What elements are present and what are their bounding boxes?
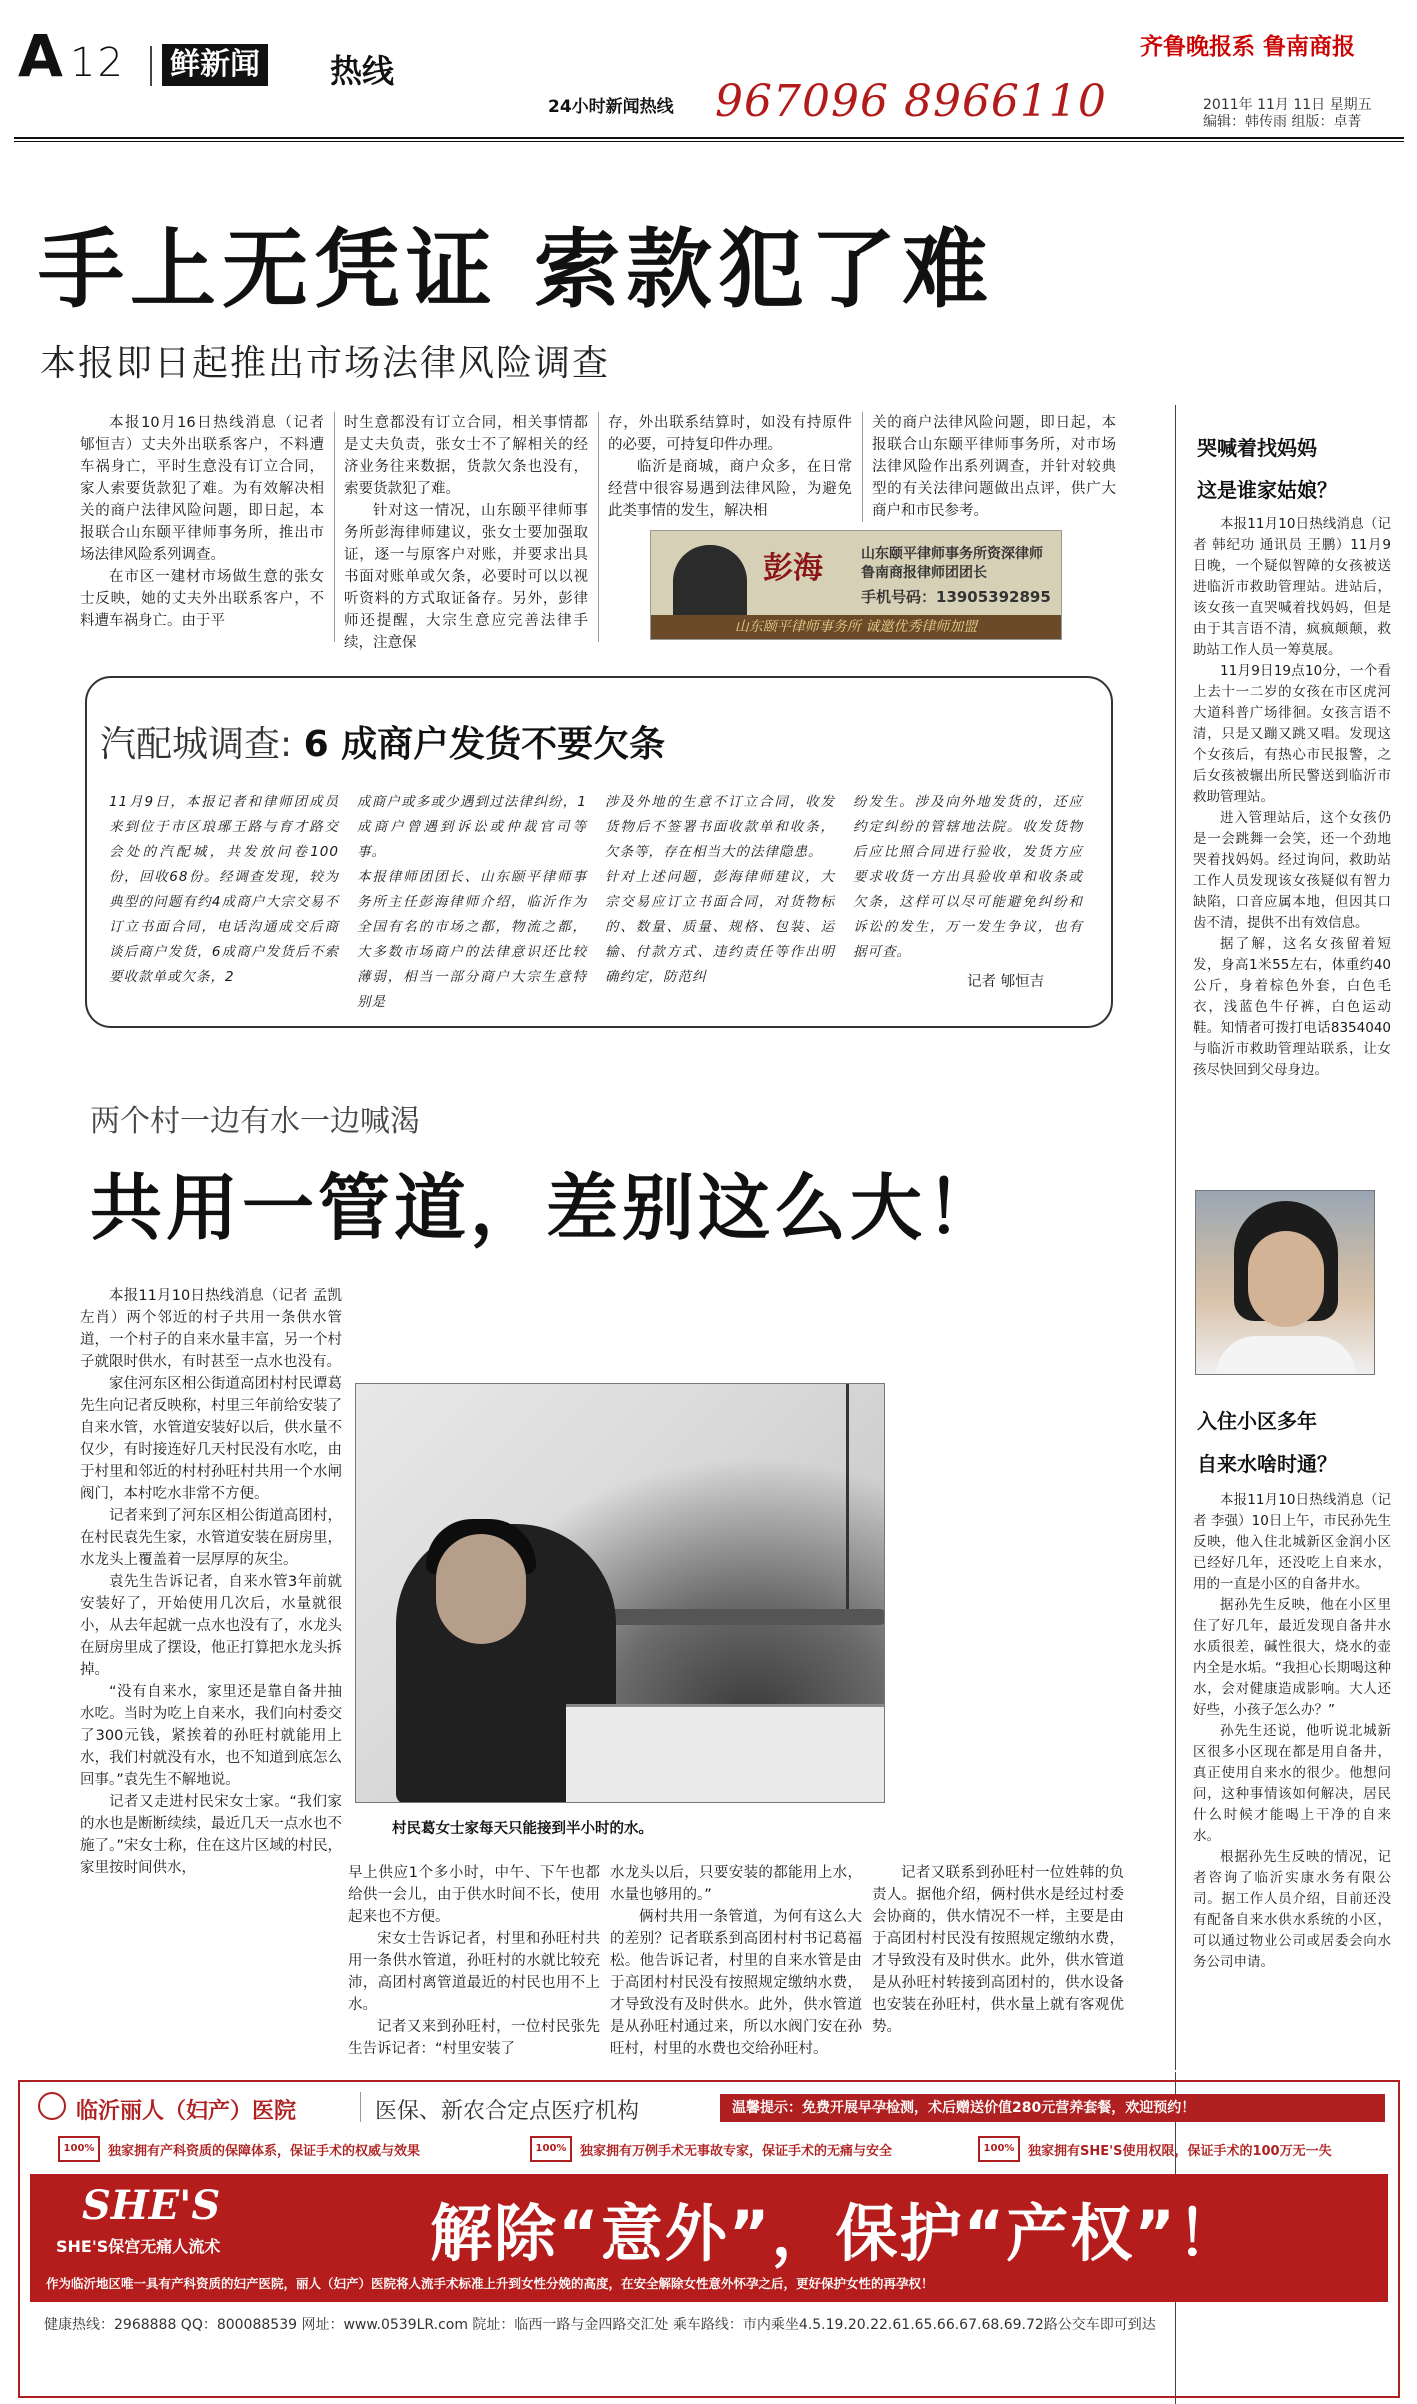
story1-body xyxy=(1193,514,1391,1081)
paragraph: 家住河东区相公街道高团村村民谭葛先生向记者反映称，村里三年前给安装了自来水管，水管道安装好以后，供水量不仅少，有时接连好几天村民没有水吃，由于村里和邻近的村村孙旺村共用一个水闸阀门，本村吃水非常不方便。 xyxy=(80,1376,342,1502)
column-rule xyxy=(862,412,863,522)
paragraph: 据孙先生反映，他在小区里住了好几年，最近发现自备井水水质很差，碱性很大，烧水的壶内全是水垢。“我担心长期喝这种水，会对健康造成影响。大人还好些，小孩子怎么办？” xyxy=(1193,1597,1391,1718)
story1-head2: 这是谁家姑娘？ xyxy=(1197,478,1337,502)
brand-logo: 鲜新闻 xyxy=(162,44,268,86)
article2-col2 xyxy=(348,1862,600,2060)
badge-2: 100% xyxy=(530,2136,572,2162)
shes-subtitle: SHE'S保宫无痛人流术 xyxy=(56,2237,221,2256)
header-rule-thin xyxy=(14,141,1404,142)
lawyer-title xyxy=(861,545,1043,583)
box-col3: 涉及外地的生意不订立合同，收发货物后不签署书面收款单和收条，欠条等，存在相当大的法律隐患。 针对上述问题，彭海律师建议，大宗交易应订立书面合同，对货物标的、数量、质量、规格、包装、运输、付款方式、违约责任等作出明确约定，防范纠 xyxy=(605,794,835,985)
lawyer-title-line2: 鲁南商报律师团团长 xyxy=(861,565,987,581)
water-pipe xyxy=(586,1609,885,1625)
ad-divider xyxy=(360,2092,361,2122)
hospital-name: 临沂丽人（妇产）医院 xyxy=(76,2099,297,2124)
girl-face xyxy=(1248,1231,1324,1327)
kitchen-counter xyxy=(566,1704,885,1803)
article1-col2 xyxy=(344,412,588,654)
wire xyxy=(846,1384,849,1614)
ad-statement: 作为临沂地区唯一具有产科资质的妇产医院，丽人（妇产）医院将人流手术标准上升到女性分娩的高度，在安全解除女性意外怀孕之后，更好保护女性的再孕权！ xyxy=(46,2276,934,2291)
page-number: 12 xyxy=(70,40,125,86)
lawyer-name: 彭海 xyxy=(763,551,823,586)
village-water-photo xyxy=(355,1383,885,1803)
girl-portrait xyxy=(1195,1190,1375,1375)
ad-tip: 温馨提示：免费开展早孕检测，术后赠送价值280元营养套餐，欢迎预约！ xyxy=(720,2094,1385,2122)
paragraph: 关的商户法律风险问题，即日起，本报联合山东颐平律师事务所，对市场法律风险作出系列调查，并针对较典型的有关法律问题做出点评，供广大商户和市民参考。 xyxy=(872,415,1116,519)
paragraph: 宋女士告诉记者，村里和孙旺村共用一条供水管道，孙旺村的水就比较充沛，高团村离管道最近的村民也用不上水。 xyxy=(348,1931,600,2013)
article2-col4 xyxy=(872,1862,1124,2038)
hospital-ad xyxy=(18,2080,1400,2398)
ad-contact-line: 健康热线：2968888 QQ：800088539 网址：www.0539LR.com 院址：临西一路与金四路交汇处 乘车路线：市内乘坐4.5.19.20.22.61.65.66.67.68.69.72路公交车即可到达 xyxy=(44,2317,1156,2333)
paragraph: 记者又联系到孙旺村一位姓韩的负责人。据他介绍，俩村供水是经过村委会协商的，供水情况不一样，主要是由于高团村村民没有按照规定缴纳水费，才导致没有及时供水。此外，供水管道是从孙旺村转接到高团村的，供水设备也安装在孙旺村，供水量上就有客观优势。 xyxy=(872,1865,1124,2035)
paragraph: 针对这一情况，山东颐平律师事务所彭海律师建议，张女士要加强取证，逐一与原客户对账，并要求出具书面对账单或欠条，必要时可以以视听资料的方式取证备存。另外，彭律师还提醒，大宗生意应完善法律手续，注意保 xyxy=(344,503,588,651)
article2-col1 xyxy=(80,1285,342,1879)
paragraph: 记者又走进村民宋女士家。“我们家的水也是断断续续，最近几天一点水也不施了。”宋女士称，住在这片区域的村民，家里按时间供水， xyxy=(80,1794,342,1876)
article1-col4 xyxy=(872,412,1116,522)
paragraph: 进入管理站后，这个女孩仍是一会跳舞一会笑，还一个劲地哭着找妈妈。经过询问，救助站工作人员发现该女孩疑似有智力缺陷，口音应属本地，但因其口齿不清，提供不出有效信息。 xyxy=(1193,810,1391,931)
story2-head2: 自来水啥时通？ xyxy=(1197,1452,1337,1476)
header-rule xyxy=(14,137,1404,139)
box-title xyxy=(100,716,665,767)
issue-date: 2011年 11月 11日 星期五 xyxy=(1203,97,1372,113)
paragraph: 时生意都没有订立合同，相关事情都是丈夫负责，张女士不了解相关的经济业务往来数据，货款欠条也没有，索要货款犯了难。 xyxy=(344,415,588,497)
ad-row-2: 独家拥有万例手术无事故专家，保证手术的无痛与安全 xyxy=(580,2144,893,2159)
header-separator xyxy=(150,46,152,86)
ad-row-1: 独家拥有产科资质的保障体系，保证手术的权威与效果 xyxy=(108,2144,421,2159)
section-name: 热线 xyxy=(330,52,395,90)
paragraph: 本报11月10日热线消息（记者 韩纪功 通讯员 王鹏）11月9日晚，一个疑似智障的女孩被送进临沂市救助管理站。进站后，该女孩一直哭喊着找妈妈，但是由于其言语不清，疯疯颠颠，救助站工作人员一筹莫展。 xyxy=(1193,516,1391,658)
hotline-numbers: 967096 8966110 xyxy=(715,76,1107,127)
badge-1: 100% xyxy=(58,2136,100,2162)
badge-3: 100% xyxy=(978,2136,1020,2162)
spacer xyxy=(18,2070,1400,2072)
editors: 编辑：韩传雨 组版：卓菁 xyxy=(1203,114,1362,130)
lawyer-photo xyxy=(673,545,747,625)
girl-shoulders xyxy=(1216,1336,1356,1375)
column-rule xyxy=(334,412,335,642)
story2-head1: 入住小区多年 xyxy=(1197,1409,1317,1433)
box-title-bold: 6 成商户发货不要欠条 xyxy=(303,724,666,765)
paragraph: 11月9日19点10分，一个看上去十一二岁的女孩在市区虎河大道科普广场徘徊。女孩言语不清，只是又蹦又跳又唱。发现这个女孩后，有热心市民报警，之后女孩被辗出所民警送到临沂市救助管理站。 xyxy=(1193,663,1391,805)
lawyer-firm-bar: 山东颐平律师事务所 诚邀优秀律师加盟 xyxy=(651,615,1061,639)
paragraph: 孙先生还说，他听说北城新区很多小区现在都是用自备井，真正使用自来水的很少。他想问问，这种事情该如何解决，居民什么时候才能喝上干净的自来水。 xyxy=(1193,1723,1391,1844)
box-col2: 成商户或多或少遇到过法律纠纷，1成商户曾遇到诉讼或仲裁官司等事。 本报律师团团长、山东颐平律师事务所主任彭海律师介绍，临沂作为全国有名的市场之都，物流之都，大多数市场商户的法律意识还比较薄弱，相当一部分商户大宗生意特别是 xyxy=(357,794,587,1010)
box-col1: 11月9日，本报记者和律师团成员来到位于市区琅琊王路与育才路交会处的汽配城，共发放问卷100份，回收68份。经调查发现，较为典型的问题有约4成商户大宗交易不订立书面合同，电话沟通成交后商谈后商户发货，6成商户发货后不索要收款单或欠条，2 xyxy=(109,794,339,985)
insurance-text: 医保、新农合定点医疗机构 xyxy=(375,2099,640,2124)
ad-slogan: 解除“意外”，保护“产权”！ xyxy=(430,2197,1241,2270)
paragraph: “没有自来水，家里还是靠自备井抽水吃。当时为吃上自来水，我们向村委交了300元钱，紧挨着的孙旺村就能用上水，我们村就没有水，也不知道到底怎么回事。”袁先生不解地说。 xyxy=(80,1684,342,1788)
lawyer-phone: 手机号码：13905392895 xyxy=(861,588,1051,606)
article2-col3 xyxy=(610,1862,862,2060)
woman-face xyxy=(436,1534,526,1644)
paragraph: 记者来到了河东区相公街道高团村，在村民袁先生家，水管道安装在厨房里，水龙头上覆盖着一层厚厚的灰尘。 xyxy=(80,1508,342,1568)
box-title-prefix: 汽配城调查: xyxy=(100,724,293,765)
paragraph: 存，外出联系结算时，如没有持原件的必要，可持复印件办理。 xyxy=(608,415,852,453)
paragraph: 本报11月10日热线消息（记者 李强）10日上午，市民孙先生反映，他入住北城新区金润小区已经好几年，还没吃上自来水，用的一直是小区的自备井水。 xyxy=(1193,1492,1391,1592)
article1-col3 xyxy=(608,412,852,522)
box-byline: 记者 郇恒吉 xyxy=(967,974,1045,990)
hospital-logo-icon xyxy=(38,2092,66,2120)
ad-red-banner xyxy=(30,2174,1388,2302)
hotline-label: 24小时新闻热线 xyxy=(548,97,674,117)
story1-head1: 哭喊着找妈妈 xyxy=(1197,436,1317,460)
paragraph: 水龙头以后，只要安装的都能用上水，水量也够用的。” xyxy=(610,1865,862,1903)
paragraph: 在市区一建材市场做生意的张女士反映，她的丈夫外出联系客户，不料遭车祸身亡。由于平 xyxy=(80,569,324,629)
paper-name: 齐鲁晚报系 鲁南商报 xyxy=(1140,33,1356,60)
story2-body xyxy=(1193,1490,1391,1973)
paragraph: 本报10月16日热线消息（记者 郇恒吉）丈夫外出联系客户，不料遭车祸身亡，平时生意没有订立合同，家人索要货款犯了难。为有效解决相关的商户法律风险问题，即日起，本报联合山东颐平律师事务所，推出市场法律风险系列调查。 xyxy=(80,415,324,563)
paragraph: 记者又来到孙旺村，一位村民张先生告诉记者：“村里安装了 xyxy=(348,2019,600,2057)
shes-logo: SHE'S xyxy=(82,2182,221,2229)
box-col4: 纷发生。涉及向外地发货的，还应约定纠纷的管辖地法院。收发货物后应比照合同进行验收，发货方应要求收货一方出具验收单和收条或欠条，这样可以尽可能避免纠纷和诉讼的发生，万一发生争议，也有据可查。 xyxy=(853,794,1083,960)
column-rule xyxy=(598,412,599,642)
article1-col1 xyxy=(80,412,324,632)
headline-1: 手上无凭证 索款犯了难 xyxy=(38,220,994,320)
paragraph: 根据孙先生反映的情况，记者咨询了临沂实康水务有限公司。据工作人员介绍，目前还没有配备自来水供水系统的小区，可以通过物业公司或居委会向水务公司申请。 xyxy=(1193,1849,1391,1970)
paragraph: 临沂是商城，商户众多，在日常经营中很容易遇到法律风险，为避免此类事情的发生，解决相 xyxy=(608,459,852,519)
photo-caption: 村民葛女士家每天只能接到半小时的水。 xyxy=(392,1821,653,1837)
headline-2: 共用一管道，差别这么大！ xyxy=(90,1166,1003,1250)
ad-row-3: 独家拥有SHE'S使用权限，保证手术的100万无一失 xyxy=(1028,2144,1332,2159)
page-letter: A xyxy=(18,22,61,90)
subheadline-2: 两个村一边有水一边喊渴 xyxy=(90,1104,420,1139)
paragraph: 俩村共用一条管道，为何有这么大的差别？记者联系到高团村村书记葛福松。他告诉记者，村里的自来水管是由于高团村村民没有按照规定缴纳水费，才导致没有及时供水。此外，供水管道是从孙旺村通过来，所以水阀门安在孙旺村，村里的水费也交给孙旺村。 xyxy=(610,1909,862,2057)
paragraph: 袁先生告诉记者，自来水管3年前就安装好了，开始使用几次后，水量就很小，从去年起就一点水也没有了，水龙头在厨房里成了摆设，他正打算把水龙头拆掉。 xyxy=(80,1574,342,1678)
paragraph: 据了解，这名女孩留着短发，身高1米55左右，体重约40公斤，身着棕色外套，白色毛衣，浅蓝色牛仔裤，白色运动鞋。知情者可拨打电话8354040与临沂市救助管理站联系，让女孩尽快回到父母身边。 xyxy=(1193,936,1391,1078)
subheadline-1: 本报即日起推出市场法律风险调查 xyxy=(40,343,611,384)
paragraph: 本报11月10日热线消息（记者 孟凯 左肖）两个邻近的村子共用一条供水管道，一个村子的自来水量丰富，另一个村子就限时供水，有时甚至一点水也没有。 xyxy=(80,1288,342,1370)
paragraph: 早上供应1个多小时，中午、下午也都给供一会儿，由于供水时间不长，使用起来也不方便。 xyxy=(348,1865,600,1925)
lawyer-card xyxy=(650,530,1062,640)
lawyer-title-line1: 山东颐平律师事务所资深律师 xyxy=(861,546,1043,562)
